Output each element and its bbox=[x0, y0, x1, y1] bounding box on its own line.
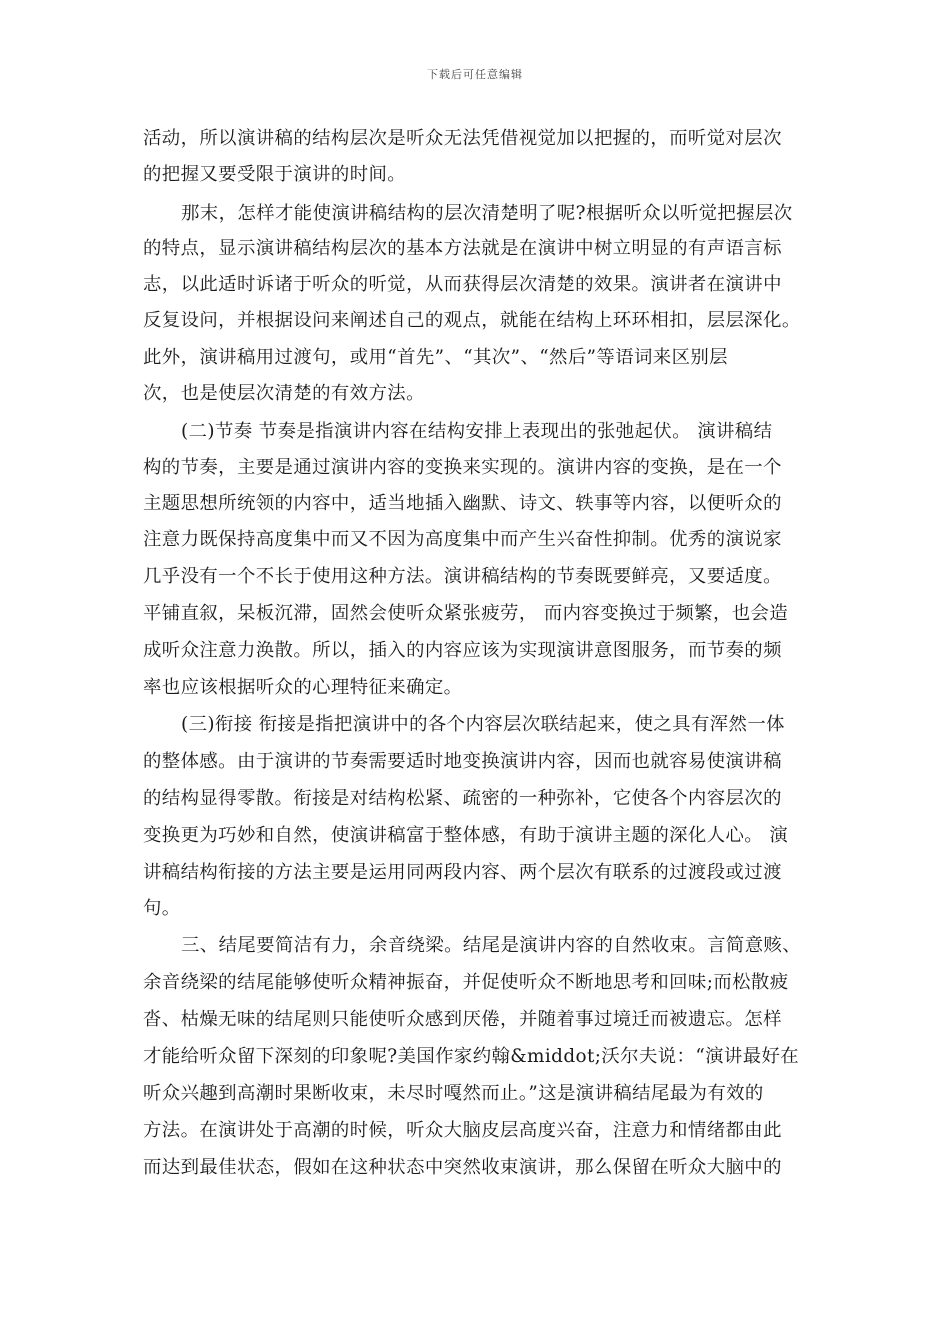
text-line: 构的节奏，主要是通过演讲内容的变换来实现的。演讲内容的变换，是在一个 bbox=[143, 457, 782, 478]
text-line: 的结构显得零散。衔接是对结构松紧、疏密的一种弥补，它使各个内容层次的 bbox=[143, 788, 782, 809]
text-line: 的整体感。由于演讲的节奏需要适时地变换演讲内容，因而也就容易使演讲稿 bbox=[143, 751, 782, 772]
text-line: 那末，怎样才能使演讲稿结构的层次清楚明了呢?根据听众以听觉把握层次 bbox=[181, 203, 793, 224]
text-line: 志，以此适时诉诸于听众的听觉，从而获得层次清楚的效果。演讲者在演讲中 bbox=[143, 274, 782, 295]
page-header: 下载后可任意编辑 bbox=[427, 68, 523, 81]
text-line: 变换更为巧妙和自然，使演讲稿富于整体感，有助于演讲主题的深化人心。 演 bbox=[143, 825, 789, 846]
text-line: 讲稿结构衔接的方法主要是运用同两段内容、两个层次有联系的过渡段或过渡 bbox=[143, 862, 782, 883]
text-line: 成听众注意力涣散。所以，插入的内容应该为实现演讲意图服务，而节奏的频 bbox=[143, 640, 782, 661]
text-line: 沓、枯燥无味的结尾则只能使听众感到厌倦，并随着事过境迁而被遗忘。怎样 bbox=[143, 1009, 782, 1030]
text-line: 注意力既保持高度集中而又不因为高度集中而产生兴奋性抑制。优秀的演说家 bbox=[143, 529, 782, 550]
text-line: 反复设问，并根据设问来阐述自己的观点，就能在结构上环环相扣，层层深化。 bbox=[143, 310, 801, 331]
text-line: 主题思想所统领的内容中，适当地插入幽默、诗文、轶事等内容，以便听众的 bbox=[143, 493, 782, 514]
text-line: 率也应该根据听众的心理特征来确定。 bbox=[143, 677, 463, 698]
text-line: 的特点，显示演讲稿结构层次的基本方法就是在演讲中树立明显的有声语言标 bbox=[143, 238, 782, 259]
text-line: (二)节奏 节奏是指演讲内容在结构安排上表现出的张弛起伏。 演讲稿结 bbox=[181, 421, 773, 442]
text-line: 句。 bbox=[143, 898, 181, 919]
text-line: 余音绕梁的结尾能够使听众精神振奋，并促使听众不断地思考和回味;而松散疲 bbox=[143, 972, 789, 993]
text-line: 次，也是使层次清楚的有效方法。 bbox=[143, 383, 425, 404]
text-line: 活动，所以演讲稿的结构层次是听众无法凭借视觉加以把握的，而听觉对层次 bbox=[143, 128, 782, 149]
text-line: 此外，演讲稿用过渡句，或用“首先”、“其次”、“然后”等语词来区别层 bbox=[143, 347, 728, 368]
text-line: 的把握又要受限于演讲的时间。 bbox=[143, 164, 407, 185]
text-line: 平铺直叙，呆板沉滞，固然会使听众紧张疲劳， 而内容变换过于频繁，也会造 bbox=[143, 603, 789, 624]
text-line: 方法。在演讲处于高潮的时候，听众大脑皮层高度兴奋，注意力和情绪都由此 bbox=[143, 1120, 782, 1141]
text-line: 而达到最佳状态，假如在这种状态中突然收束演讲，那么保留在听众大脑中的 bbox=[143, 1157, 782, 1178]
text-line: 才能给听众留下深刻的印象呢?美国作家约翰&middot;沃尔夫说：“演讲最好在 bbox=[143, 1046, 800, 1067]
text-line: 听众兴趣到高潮时果断收束，未尽时嘎然而止。”这是演讲稿结尾最为有效的 bbox=[143, 1083, 764, 1104]
text-line: 几乎没有一个不长于使用这种方法。演讲稿结构的节奏既要鲜亮，又要适度。 bbox=[143, 566, 782, 587]
text-line: 三、结尾要简洁有力，余音绕梁。结尾是演讲内容的自然收束。言简意赅、 bbox=[181, 935, 802, 956]
text-line: (三)衔接 衔接是指把演讲中的各个内容层次联结起来，使之具有浑然一体 bbox=[181, 714, 785, 735]
